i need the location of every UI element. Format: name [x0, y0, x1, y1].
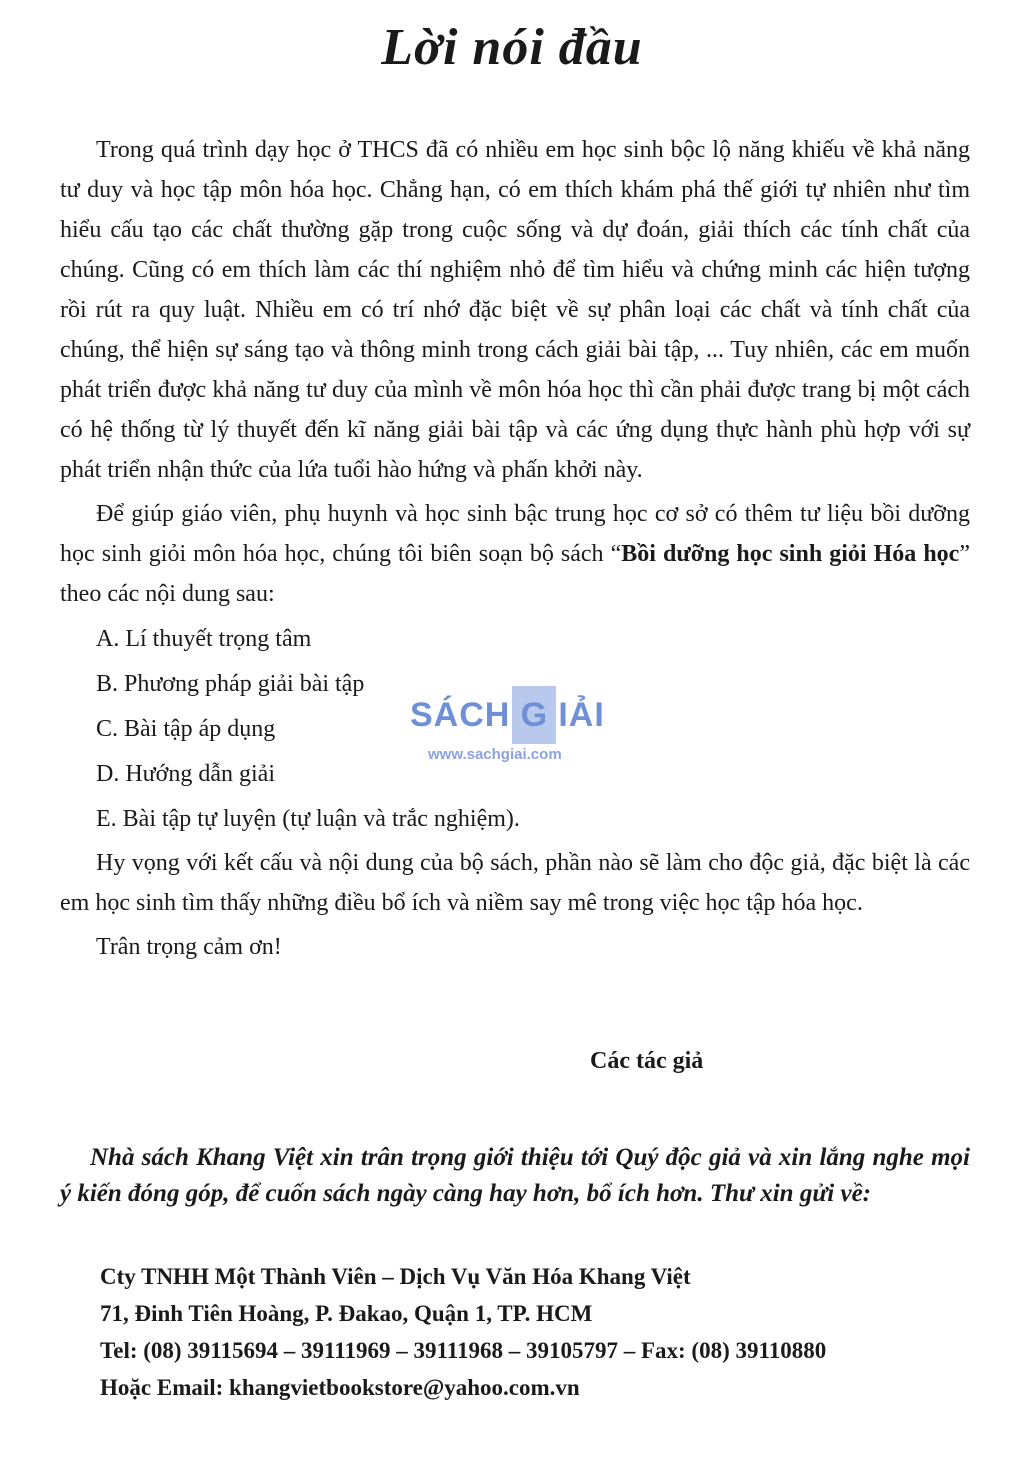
- watermark-text-box: G: [520, 695, 549, 734]
- authors-signature: Các tác giả: [590, 1048, 704, 1074]
- publisher-note: Nhà sách Khang Việt xin trân trọng giới thiệu tới Quý độc giả và xin lắng nghe mọi ý kiến đóng góp, để cuốn sách ngày càng hay hơn, bổ ích hơn. Thư xin gửi về:: [60, 1144, 970, 1207]
- contact-block: [100, 1258, 826, 1406]
- list-item: D. Hướng dẫn giải: [96, 761, 276, 787]
- closing-line: Trân trọng cảm ơn!: [96, 934, 282, 960]
- contact-company: Cty TNHH Một Thành Viên – Dịch Vụ Văn Hóa Khang Việt: [100, 1264, 691, 1289]
- contact-email: Hoặc Email: khangvietbookstore@yahoo.com.vn: [100, 1375, 580, 1400]
- list-item: C. Bài tập áp dụng: [96, 716, 276, 742]
- watermark-url: www.sachgiai.com: [428, 746, 562, 763]
- preface-body: [60, 130, 970, 971]
- watermark-logo: [410, 686, 610, 786]
- watermark-text-left: SÁCH: [410, 695, 511, 734]
- watermark-text-right: IẢI: [558, 695, 605, 734]
- list-item: E. Bài tập tự luyện (tự luận và trắc nghiệm).: [96, 806, 520, 832]
- contact-address: 71, Đinh Tiên Hoàng, P. Đakao, Quận 1, TP. HCM: [100, 1301, 593, 1326]
- paragraph-purpose: [60, 494, 970, 614]
- paragraph-purpose-start: Để giúp giáo viên, phụ huynh và học sinh bậc trung học cơ sở có thêm tư liệu bồi dưỡng học sinh giỏi môn hóa học, chúng tôi biên soạn bộ sách “: [60, 501, 970, 567]
- paragraph-purpose-end: ” theo các nội dung sau:: [60, 541, 970, 607]
- watermark-box: [512, 686, 556, 744]
- list-item: A. Lí thuyết trọng tâm: [96, 626, 312, 652]
- paragraph-intro: Trong quá trình dạy học ở THCS đã có nhiều em học sinh bộc lộ năng khiếu về khả năng tư duy và học tập môn hóa học. Chẳng hạn, có em thích khám phá thế giới tự nhiên như tìm hiểu cấu tạo các chất thường gặp trong cuộc sống và dự đoán, giải thích các tính chất của chúng. Cũng có em thích làm các thí nghiệm nhỏ để tìm hiểu và chứng minh các hiện tượng rồi rút ra quy luật. Nhiều em có trí nhớ đặc biệt về sự phân loại các chất và tính chất của chúng, thể hiện sự sáng tạo và thông minh trong cách giải bài tập, ... Tuy nhiên, các em muốn phát triển được khả năng tư duy của mình về môn hóa học thì cần phải được trang bị một cách có hệ thống từ lý thuyết đến kĩ năng giải bài tập và các ứng dụng thực hành phù hợp với sự phát triển nhận thức của lứa tuổi hào hứng và phấn khởi này.: [60, 137, 970, 483]
- contact-phone: Tel: (08) 39115694 – 39111969 – 39111968 – 39105797 – Fax: (08) 39110880: [100, 1338, 827, 1363]
- list-item: B. Phương pháp giải bài tập: [96, 671, 365, 697]
- book-title: Bồi dưỡng học sinh giỏi Hóa học: [621, 541, 960, 567]
- paragraph-hope: Hy vọng với kết cấu và nội dung của bộ sách, phần nào sẽ làm cho độc giả, đặc biệt là các em học sinh tìm thấy những điều bổ ích và niềm say mê trong việc học tập hóa học.: [60, 850, 970, 916]
- page-title: Lời nói đầu: [381, 19, 643, 76]
